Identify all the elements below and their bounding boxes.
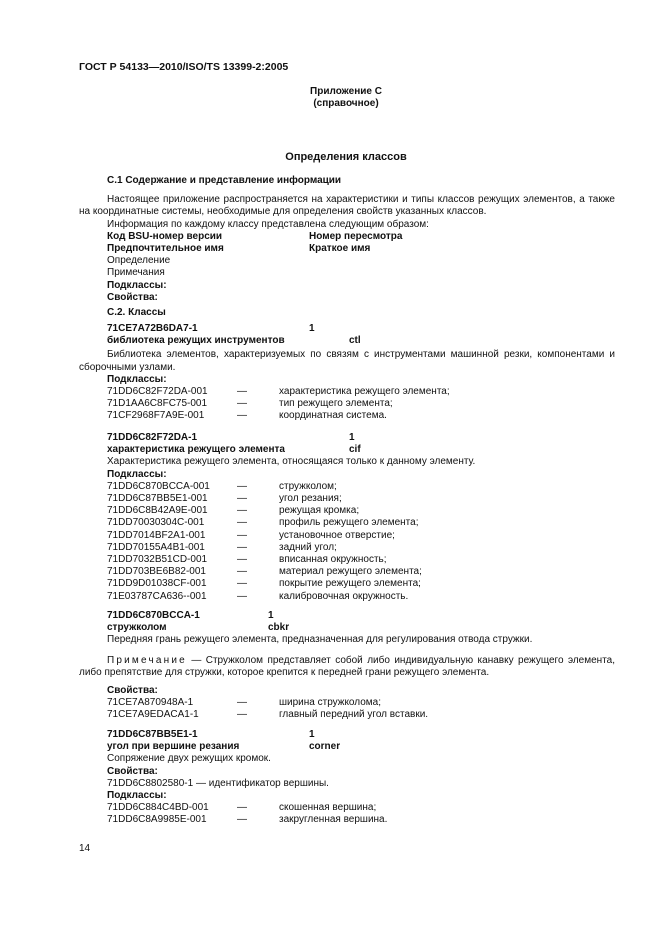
dash: — <box>237 814 247 826</box>
class-definition: Характеристика режущего элемента, относящаяся только к данному элементу. <box>107 456 476 468</box>
code-label: Код BSU-номер версии <box>107 230 223 242</box>
c1-heading: С.1 Содержание и представление информации <box>107 175 342 186</box>
property-line: 71DD6C8802580-1 — идентификатор вершины. <box>107 777 329 789</box>
subclass-row <box>79 578 615 590</box>
subclass-row <box>79 398 615 410</box>
appendix-subtitle: (справочное) <box>313 98 379 110</box>
item-code: 71DD6C8A9985E-001 <box>107 814 207 826</box>
dash: — <box>237 517 247 529</box>
class-code: 71CE7A72B6DA7-1 <box>107 323 198 334</box>
item-code: 71CE7A9EDACA1-1 <box>107 709 199 721</box>
item-code: 71DD7014BF2A1-001 <box>107 529 206 541</box>
item-code: 71DD7032B51CD-001 <box>107 554 208 566</box>
dash: — <box>237 697 247 709</box>
class-revision: 1 <box>349 432 355 443</box>
notes-label: Примечания <box>107 267 165 279</box>
section-c1 <box>79 175 615 304</box>
dash: — <box>237 554 247 566</box>
subclass-row <box>79 530 615 542</box>
short-name-label: Краткое имя <box>309 243 371 255</box>
class-note <box>79 655 615 679</box>
item-description: материал режущего элемента; <box>279 566 422 578</box>
item-description: установочное отверстие; <box>279 529 395 541</box>
class-short-name: corner <box>309 741 341 753</box>
class-entry <box>79 323 615 423</box>
item-description: ширина стружколома; <box>279 697 382 709</box>
c2-heading: С.2. Классы <box>107 307 166 318</box>
properties-label: Свойства: <box>107 291 158 303</box>
c1-paragraph: Настоящее приложение распространяется на характеристики и типы классов режущих элементов, а также на координатные системы, необходимые для определения свойств указанных классов. <box>79 194 615 218</box>
class-short-name: cbkr <box>268 622 290 634</box>
item-description: главный передний угол вставки. <box>279 709 429 721</box>
item-code: 71DD70155A4B1-001 <box>107 541 205 553</box>
item-code: 71DD6C82F72DA-001 <box>107 386 208 398</box>
item-code: 71CF2968F7A9E-001 <box>107 410 205 422</box>
dash: — <box>237 590 247 602</box>
dash: — <box>237 410 247 422</box>
subclasses-label: Подклассы: <box>107 468 167 480</box>
dash: — <box>237 480 247 492</box>
class-short-name: cif <box>349 444 361 456</box>
subclasses-label: Подклассы: <box>107 279 167 291</box>
dash: — <box>237 578 247 590</box>
revision-label: Номер пересмотра <box>309 230 403 242</box>
item-description: координатная система. <box>279 410 387 422</box>
item-description: угол резания; <box>279 493 342 505</box>
appendix-heading <box>246 86 446 110</box>
subclass-row <box>79 505 615 517</box>
item-code: 71DD70030304C-001 <box>107 517 205 529</box>
class-name: библиотека режущих инструментов <box>107 335 285 347</box>
dash: — <box>237 541 247 553</box>
c1-paragraph-2: Информация по каждому классу представлена следующим образом: <box>107 218 429 230</box>
subclass-row <box>79 517 615 529</box>
class-code: 71DD6C870BCCA-1 <box>107 610 200 621</box>
class-name: стружколом <box>107 622 167 634</box>
format-row <box>79 243 615 255</box>
class-code: 71DD6C82F72DA-1 <box>107 432 198 443</box>
subclass-row <box>79 493 615 505</box>
subclass-row <box>79 542 615 554</box>
subclass-row <box>79 591 615 603</box>
item-description: профиль режущего элемента; <box>279 517 419 529</box>
note-text: — Стружколом представляет собой либо индивидуальную канавку режущего элемента, либо препятствие для стружки, которое крепится к передней грани режущего элемента. <box>79 654 615 678</box>
item-description: стружколом; <box>279 480 337 492</box>
dash: — <box>237 802 247 814</box>
dash: — <box>237 386 247 398</box>
item-description: характеристика режущего элемента; <box>279 386 450 398</box>
properties-label: Свойства: <box>107 765 158 777</box>
class-revision: 1 <box>309 323 315 334</box>
item-code: 71DD6C884C4BD-001 <box>107 802 209 814</box>
item-code: 71DD6C87BB5E1-001 <box>107 493 208 505</box>
class-revision: 1 <box>309 729 315 740</box>
class-entry <box>79 432 615 603</box>
class-revision: 1 <box>268 610 274 621</box>
dash: — <box>237 529 247 541</box>
format-row <box>79 231 615 243</box>
item-code: 71DD6C8B42A9E-001 <box>107 505 208 517</box>
dash: — <box>237 505 247 517</box>
class-entry <box>79 610 615 722</box>
dash: — <box>237 709 247 721</box>
item-description: калибровочная окружность. <box>279 590 409 602</box>
item-description: покрытие режущего элемента; <box>279 578 421 590</box>
item-code: 71DD703BE6B82-001 <box>107 566 206 578</box>
page-number: 14 <box>79 843 91 854</box>
item-code: 71DD6C870BCCA-001 <box>107 480 210 492</box>
item-description: закругленная вершина. <box>279 814 388 826</box>
definition-label: Определение <box>107 255 171 267</box>
subclass-row <box>79 410 615 422</box>
item-code: 71D1AA6C8FC75-001 <box>107 398 208 410</box>
item-description: скошенная вершина; <box>279 802 377 814</box>
property-row <box>79 697 615 709</box>
subclass-row <box>79 814 615 826</box>
item-description: вписанная окружность; <box>279 554 387 566</box>
subclass-row <box>79 386 615 398</box>
subclass-row <box>79 481 615 493</box>
subclass-row <box>79 554 615 566</box>
item-description: тип режущего элемента; <box>279 398 393 410</box>
dash: — <box>237 398 247 410</box>
property-row <box>79 709 615 721</box>
note-label: Примечание <box>107 654 187 666</box>
dash: — <box>237 493 247 505</box>
item-code: 71E03787CA636--001 <box>107 590 207 602</box>
class-name: угол при вершине резания <box>107 741 240 753</box>
item-code: 71DD9D01038CF-001 <box>107 578 207 590</box>
appendix-title: Приложение С <box>310 86 382 97</box>
dash: — <box>237 566 247 578</box>
class-name: характеристика режущего элемента <box>107 444 285 456</box>
item-description: режущая кромка; <box>279 505 360 517</box>
section-title: Определения классов <box>285 151 407 163</box>
document-header: ГОСТ Р 54133—2010/ISO/TS 13399-2:2005 <box>79 61 289 73</box>
class-short-name: ctl <box>349 335 361 347</box>
class-entry <box>79 729 615 827</box>
item-description: задний угол; <box>279 541 337 553</box>
properties-label: Свойства: <box>107 685 158 697</box>
subclasses-label: Подклассы: <box>107 790 167 802</box>
class-definition: Передняя грань режущего элемента, предназначенная для регулирования отвода стружки. <box>107 634 533 646</box>
class-definition: Библиотека элементов, характеризуемых по связям с инструментами машинной резки, компонентами и сборочными узлами. <box>79 349 615 373</box>
class-code: 71DD6C87BB5E1-1 <box>107 729 198 740</box>
item-code: 71CE7A870948A-1 <box>107 697 194 709</box>
subclass-row <box>79 566 615 578</box>
class-definition: Сопряжение двух режущих кромок. <box>107 753 271 765</box>
subclass-row <box>79 802 615 814</box>
preferred-name-label: Предпочтительное имя <box>107 243 224 255</box>
subclasses-label: Подклассы: <box>107 373 167 385</box>
